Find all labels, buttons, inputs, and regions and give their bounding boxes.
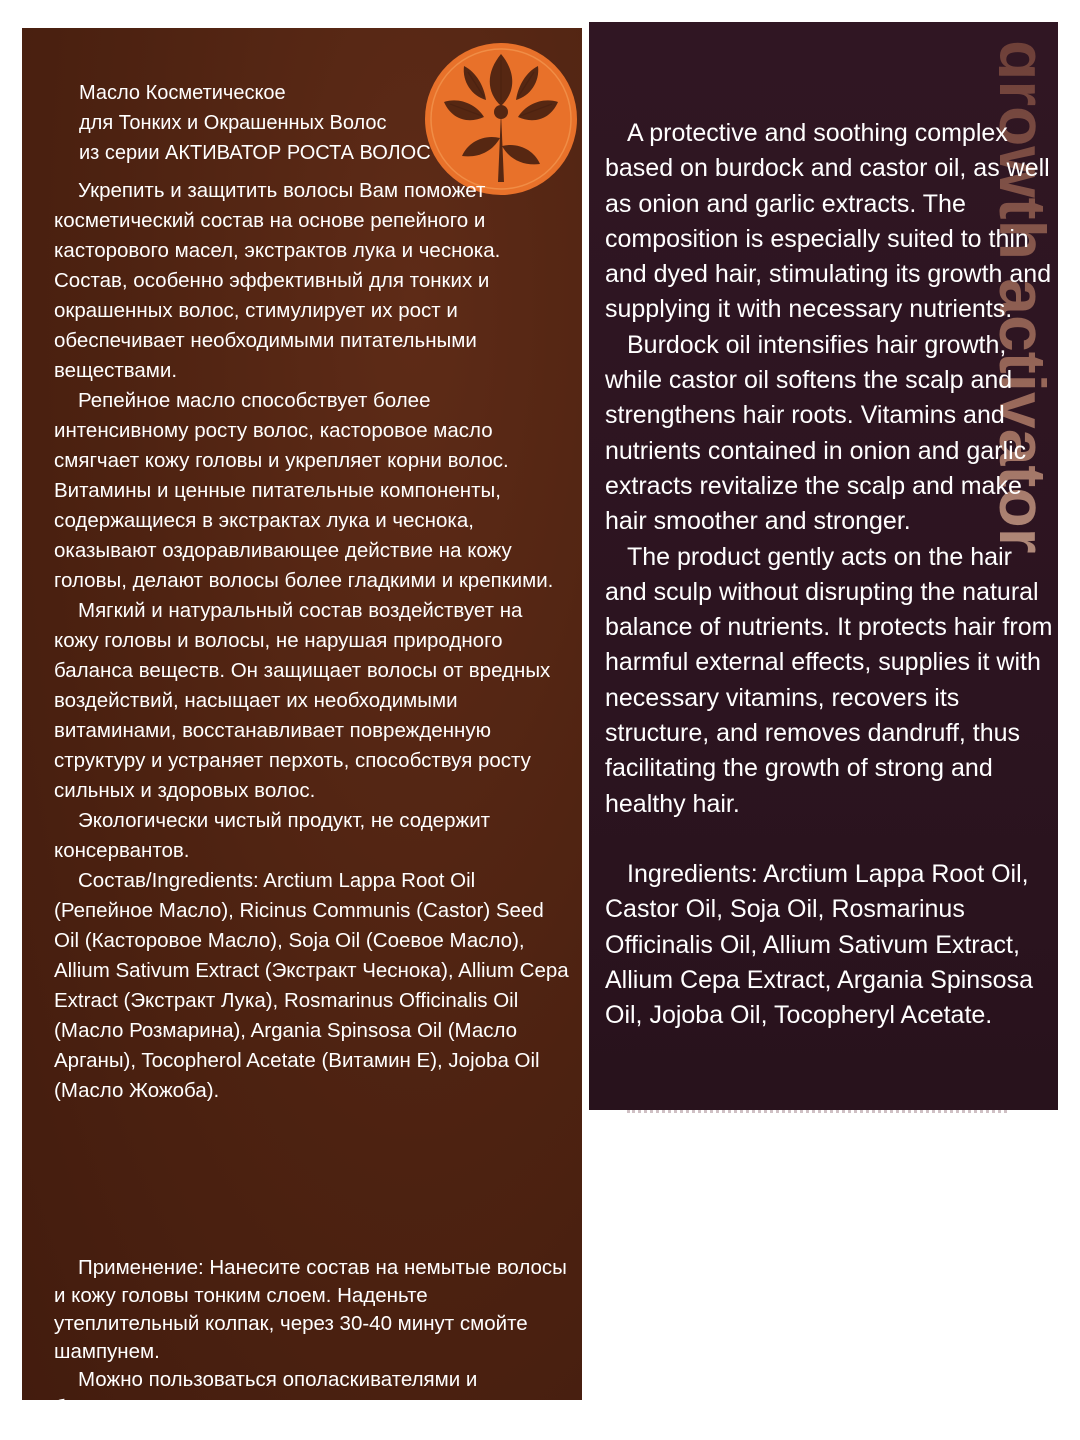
product-title-line-3: из серии АКТИВАТОР РОСТА ВОЛОС — [79, 142, 431, 164]
product-title — [79, 78, 499, 168]
en-paragraph-ingredients: Ingredients: Arctium Lappa Root Oil, Castor Oil, Soja Oil, Rosmarinus Officinalis Oil, Allium Sativum Extract, Allium Cepa Extract, Argania Spinsosa Oil, Jojoba Oil, Tocopheryl Acetate. — [605, 859, 1033, 1030]
english-description-text — [605, 116, 1057, 1033]
ru-paragraph-oils: Репейное масло способствует более интенсивному росту волос, касторовое масло смягчает кожу головы и укрепляет корни волос. Витамины и ценные питательные компоненты, содержащиеся в экстрактах лука и чеснока, оказывают оздоравливающее действие на кожу головы, делают волосы более гладкими и крепкими. — [54, 389, 554, 592]
ru-usage-note: Можно пользоваться ополаскивателями и бальзамами. — [54, 1368, 478, 1419]
product-title-line-1: Масло Косметическое — [79, 82, 286, 104]
vertical-brand-word: growth activator — [999, 40, 1047, 1120]
en-paragraph-oils: Burdock oil intensifies hair growth, while castor oil softens the scalp and strengthens hair roots. Vitamins and nutrients contained in onion and garlic extracts revitalize the scalp and make hair smoother and stronger. — [605, 330, 1027, 536]
ru-paragraph-ingredients: Состав/Ingredients: Arctium Lappa Root Oil (Репейное Масло), Ricinus Communis (Castor) Seed Oil (Касторовое Масло), Soja Oil (Соевое Масло), Allium Sativum Extract (Экстракт Чеснока), Allium Cepa Extract (Экстракт Лука), Rosmarinus Officinalis Oil (Масло Розмарина), Argania Spinsosa Oil (Масло Арганы), Tocopherol Acetate (Витамин Е), Jojoba Oil (Масло Жожоба). — [54, 869, 569, 1102]
ru-paragraph-eco: Экологически чистый продукт, не содержит консервантов. — [54, 809, 491, 862]
product-title-line-2: для Тонких и Окрашенных Волос — [79, 112, 387, 134]
russian-description-text — [54, 176, 570, 1106]
en-paragraph-action: The product gently acts on the hair and sculp without disrupting the natural balance of nutrients. It protects hair from harmful external effects, supplies it with necessary vitamins, recovers its structure, and removes dandruff, thus facilitating the growth of strong and healthy hair. — [605, 542, 1053, 818]
russian-usage-text — [54, 1254, 570, 1422]
english-description-panel — [589, 22, 1058, 1110]
en-paragraph-intro: A protective and soothing complex based on burdock and castor oil, as well as onion and garlic extracts. The composition is especially suited to thin and dyed hair, stimulating its growth and supplying it with necessary nutrients. — [605, 119, 1052, 324]
ru-paragraph-intro: Укрепить и защитить волосы Вам поможет косметический состав на основе репейного и касторового масел, экстрактов лука и чеснока. Состав, особенно эффективный для тонких и окрашенных волос, стимулирует их рост и обеспечивает необходимыми питательными веществами. — [54, 179, 501, 382]
ru-paragraph-action: Мягкий и натуральный состав воздействует на кожу головы и волосы, не нарушая природного баланса веществ. Он защищает волосы от вредных воздействий, насыщает их необходимыми витаминами, восстанавливает поврежденную структуру и устраняет перхоть, способствуя росту сильных и здоровых волос. — [54, 599, 551, 802]
paragraph-spacer — [605, 822, 1057, 857]
ru-usage-instructions: Применение: Нанесите состав на немытые волосы и кожу головы тонким слоем. Наденьте утеплительный колпак, через 30-40 минут смойте шампунем. — [54, 1256, 567, 1363]
russian-description-panel — [22, 28, 582, 1419]
cut-off-text-line — [627, 1104, 1007, 1118]
